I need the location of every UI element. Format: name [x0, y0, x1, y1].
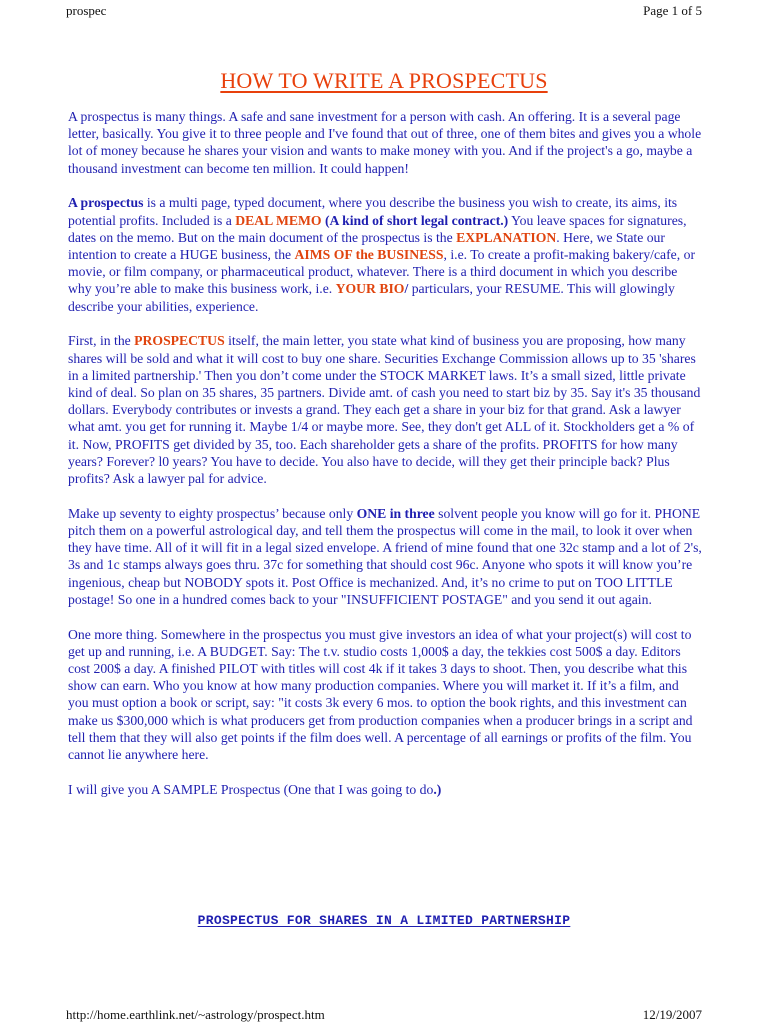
term-aims-of-business: AIMS OF the BUSINESS: [294, 247, 444, 263]
paragraph-intro: A prospectus is many things. A safe and sane investment for a person with cash. An offering. It is a several page letter, basically. You give it to three people and I've found that out of three, one of them bites and gives you a whole lot of money because he shares your vision and wants to make money with you. And if the project's a go, maybe a thousand investment can become ten million. It could happen!: [68, 109, 702, 176]
term-your-bio: YOUR BIO: [335, 281, 405, 297]
footer-url: http://home.earthlink.net/~astrology/prospect.htm: [66, 1007, 325, 1022]
page-number: Page 1 of 5: [643, 3, 702, 18]
sample-prospectus-heading: PROSPECTUS FOR SHARES IN A LIMITED PARTNERSHIP: [197, 913, 571, 928]
term-a-prospectus: A prospectus: [68, 195, 144, 211]
paragraph-sample-intro: I will give you A SAMPLE Prospectus (One that I was going to do.): [68, 781, 442, 797]
page-header-title: prospec: [66, 3, 107, 18]
term-one-in-three: ONE in three: [356, 505, 435, 521]
term-legal-contract: (A kind of short legal contract.): [321, 212, 509, 228]
term-deal-memo: DEAL MEMO: [235, 212, 322, 228]
term-explanation: EXPLANATION: [456, 229, 557, 245]
paragraph-definition: A prospectus is a multi page, typed document, where you describe the business you wish to create, its aims, its potential profits. Included is a DEAL MEMO (A kind of short legal contract.) You leave spaces for signatures, dates on the memo. But on the main document of the prospectus is the EXPLANATION. Here, we State our intention to create a HUGE business, the AIMS OF the BUSINESS, i.e. To create a profit-making bakery/cafe, or movie, or film company, or pharmaceutical product, whatever. There is a third document in which you describe why you’re able to make this business work, i.e. YOUR BIO/ particulars, your RESUME. This will glowingly describe your abilities, experience.: [68, 195, 696, 314]
document-body: [68, 108, 702, 816]
paragraph-budget: One more thing. Somewhere in the prospectus you must give investors an idea of what your project(s) will cost to get up and running, i.e. A BUDGET. Say: The t.v. studio costs 1,000$ a day, the tekkies cost 500$ a day. Editors cost 200$ a day. A finished PILOT with titles will cost 4k if it takes 3 days to shoot. Then, you describe what this show can earn. Who you know at how many production companies. Where you will market it. If it’s a film, and you must option a book or script, say: "it costs 3k every 6 mos. to option the book rights, and this investment can make us $300,000 which is what producers get from production companies when a producer brings in a script and tell them that they will also get points if the film does well. A percentage of all earnings or profits of the film. You cannot lie anywhere here.: [68, 626, 693, 763]
paragraph-shares: First, in the PROSPECTUS itself, the main letter, you state what kind of business you are proposing, how many shares will be sold and what it will cost to buy one share. Securities Exchange Commission allows up to 35 'shares in a limited partnership.' Then you don’t come under the STOCK MARKET laws. It’s a small sized, little private kind of deal. So plan on 35 shares, 35 partners. Divide amt. of cash you need to start biz by 35. Say it's 35 thousand dollars. Everybody contributes or invests a grand. They each get a share in your biz for that grand. Ask a lawyer what amt. you get for running it. Maybe 1/4 or maybe more. See, they don't get ALL of it. Stockholders get a % of it. Now, PROFITS get divided by 35, too. Each shareholder gets a share of the profits. PROFITS for how many years? Forever? l0 years? You have to decide. You also have to decide, will they get their principle back? Plus profits? Ask a lawyer pal for advice.: [68, 333, 701, 487]
paragraph-mailing: Make up seventy to eighty prospectus’ because only ONE in three solvent people you know will go for it. PHONE pitch them on a powerful astrological day, and tell them the prospectus will come in the mail, to look it over when they have time. All of it will fit in a legal sized envelope. A friend of mine found that one 32c stamp and a lot of 2's, 3s and 1c stamps always goes thru. 37c for something that should cost 96c. Anyone who spots it will know you’re ingenious, cheap but NOBODY spots it. Post Office is mechanized. And, it’s no crime to put on TOO LITTLE postage! So one in a hundred comes back to your "INSUFFICIENT POSTAGE" and you send it out again.: [68, 505, 702, 607]
document-title: HOW TO WRITE A PROSPECTUS: [220, 68, 548, 93]
term-prospectus: PROSPECTUS: [134, 333, 225, 349]
footer-date: 12/19/2007: [642, 1007, 702, 1022]
